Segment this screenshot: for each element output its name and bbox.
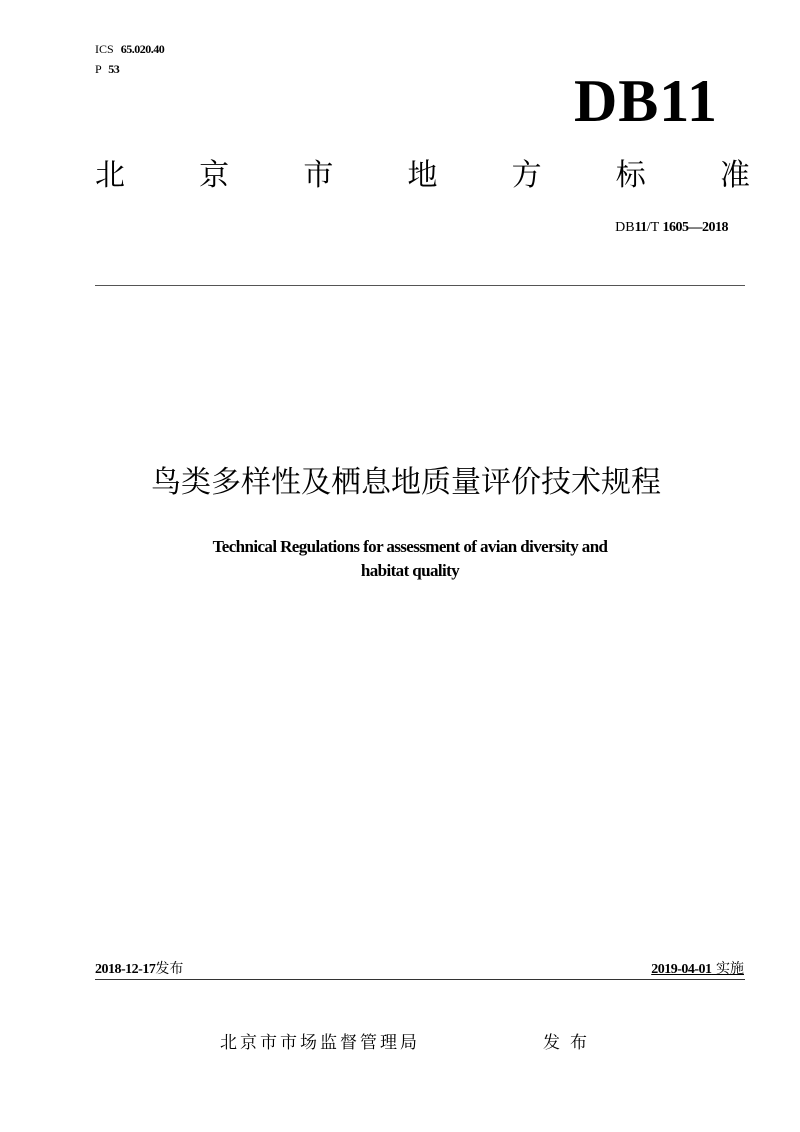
footer-divider (95, 979, 745, 980)
standard-number-slash: /T (646, 220, 663, 235)
implement-date (651, 959, 744, 980)
standard-type-char: 京 (199, 158, 230, 193)
ccs-code (95, 62, 119, 76)
standard-number-region: 11 (634, 220, 647, 235)
standard-type-title (95, 156, 750, 196)
ics-code (95, 42, 164, 56)
release-label: 发布 (155, 961, 184, 977)
implement-label: 实施 (716, 961, 744, 977)
document-title-zh: 鸟类多样性及栖息地质量评价技术规程 (151, 465, 661, 500)
standard-type-char: 北 (95, 158, 125, 193)
standard-type-char: 准 (719, 158, 750, 193)
standard-number-value: 1605—2018 (662, 220, 728, 235)
document-title-en-line: Technical Regulations for assessment of avian diversity and (212, 537, 608, 556)
ics-label: ICS (95, 42, 114, 56)
standard-number-prefix: DB (615, 220, 635, 235)
issue-label: 发布 (543, 1033, 597, 1053)
standard-type-char: 市 (303, 158, 334, 193)
release-date-value: 2018-12-17 (95, 962, 156, 977)
standard-type-char: 地 (407, 158, 438, 193)
implement-date-value: 2019-04-01 (651, 962, 712, 977)
issuing-authority: 北京市市场监督管理局 (220, 1033, 420, 1053)
standard-code-logo: DB11 (573, 68, 718, 134)
standard-type-char: 方 (511, 158, 542, 193)
standard-number (615, 218, 728, 238)
document-title-en (110, 535, 710, 583)
ccs-label: P (95, 62, 102, 76)
standard-type-char: 标 (615, 158, 646, 193)
ics-value: 65.020.40 (120, 42, 165, 56)
header-divider (95, 285, 745, 286)
release-date (95, 959, 183, 980)
document-title-en-line: habitat quality (360, 561, 460, 580)
ccs-value: 53 (108, 62, 120, 76)
